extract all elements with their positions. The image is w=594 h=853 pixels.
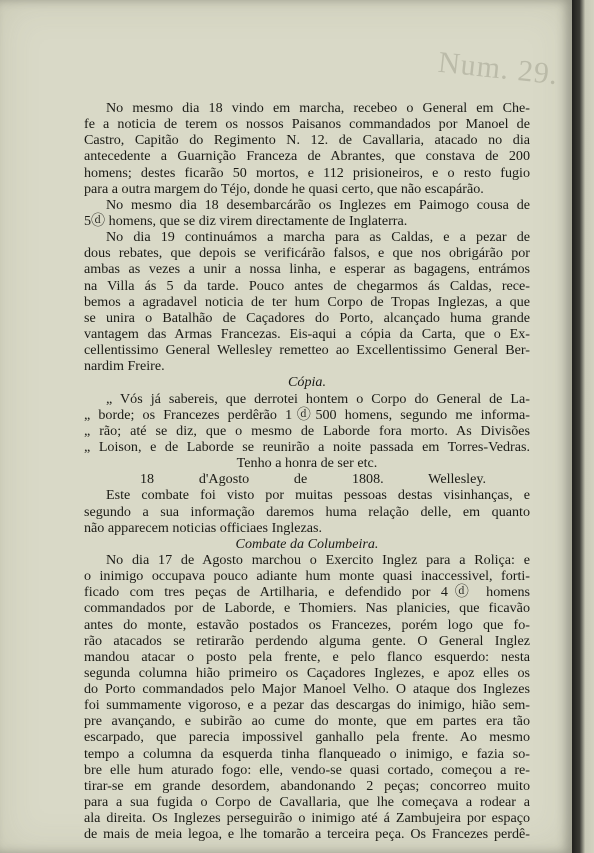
text-line: Tenho a honra de ser etc. xyxy=(236,455,378,472)
text-line: Cópia. xyxy=(288,374,326,391)
page-number-bleedthrough: Num. 29. xyxy=(436,45,560,92)
text-line: dous rebates, que depois se verificárão falsos, e que nos obrigárão por xyxy=(84,245,530,262)
text-line: No dia 19 continuámos a marcha para as Caldas, e a pezar de xyxy=(106,229,530,246)
text-line: tirar-se em grande desordem, abandonando 2 peças; concorreo muito xyxy=(84,777,530,794)
text-line: 18 d'Agosto de 1808. Wellesley. xyxy=(140,471,486,488)
text-line: antes do monte, estavão postados os Francezes, porém logo que fo- xyxy=(84,616,530,633)
adjacent-page-edge xyxy=(572,0,594,853)
text-line: o inimigo occupava pouco adiante hum monte quasi inaccessivel, forti- xyxy=(84,568,530,585)
text-line: Combate da Columbeira. xyxy=(235,535,379,552)
text-line: 5ⓓ homens, que se diz virem directamente de Inglaterra. xyxy=(84,212,408,229)
text-line: cellentissimo General Wellesley remetteo ao Excellentissimo General Ber- xyxy=(84,342,530,359)
text-line: „ rão; até se diz, que o mesmo de Laborde fora morto. As Divisões xyxy=(84,422,530,439)
text-line: vantagem das Armas Francezas. Eis-aqui a cópia da Carta, que o Ex- xyxy=(84,325,530,342)
text-line: ficado com tres peças de Artilharia, e defendido por 4ⓓ homens xyxy=(84,584,530,601)
text-line: bre elle hum aturado fogo: elle, vendo-se quasi cortado, começou a re- xyxy=(84,761,530,778)
text-line: Castro, Capitão do Regimento N. 12. de Cavallaria, atacado no dia xyxy=(84,132,530,149)
text-line: Este combate foi visto por muitas pessoas destas visinhanças, e xyxy=(106,487,530,504)
text-line: pre avançando, e subirão ao cume do monte, que em partes era tão xyxy=(84,713,530,730)
text-line: tempo a columna da esquerda tinha flanqueado o inimigo, e fazia so- xyxy=(84,745,530,762)
text-line: na Villa ás 5 da tarde. Pouco antes de chegarmos ás Caldas, rece- xyxy=(84,277,530,294)
text-line: não apparecem noticias officiaes Inglezas. xyxy=(84,519,323,536)
text-line: para a sua fugida o Corpo de Cavallaria, que lhe começava a rodear a xyxy=(84,794,530,811)
text-line: bemos a agradavel noticia de ter hum Corpo de Tropas Inglezas, a que xyxy=(84,293,530,310)
text-line: homens; destes ficarão 50 mortos, e 112 prisioneiros, e o resto fugio xyxy=(84,164,530,181)
text-line: fe a noticia de terem os nossos Paisanos commandados por Manoel de xyxy=(84,116,530,133)
text-line: commandados por de Laborde, e Thomiers. Nas planicies, que ficavão xyxy=(84,600,530,617)
text-line: antecedente a Guarnição Franceza de Abrantes, que constava de 200 xyxy=(84,148,530,165)
text-line: ambas as vezes a unir a nossa linha, e esperar as bagagens, entrámos xyxy=(84,261,530,278)
text-line: „ borde; os Francezes perdêrão 1ⓓ500 homens, segundo me informa- xyxy=(84,406,530,423)
text-line: segundo a sua informação daremos huma relação delle, em quanto xyxy=(84,503,530,520)
text-line: nardim Freire. xyxy=(84,358,165,375)
text-line: ala direita. Os Inglezes perseguirão o inimigo até á Zambujeira por espaço xyxy=(84,810,530,827)
text-line: do Porto commandados pelo Major Manoel Velho. O ataque dos Inglezes xyxy=(84,681,530,698)
text-line: mandou atacar o posto pela frente, e pelo flanco esquerdo: nesta xyxy=(84,648,530,665)
document-body xyxy=(84,100,530,842)
text-line: No mesmo dia 18 vindo em marcha, recebeo o General em Che- xyxy=(106,100,530,116)
text-line: No dia 17 de Agosto marchou o Exercito Inglez para a Roliça: e xyxy=(106,551,530,568)
text-line: rão atacados se retirarão perdendo alguma gente. O General Inglez xyxy=(84,632,530,649)
text-line: para a outra margem do Téjo, donde he quasi certo, que não escapárão. xyxy=(84,180,484,197)
text-line: de mais de meia legoa, e lhe tomarão a terceira peça. Os Francezes perdê- xyxy=(84,826,530,843)
text-line: escarpado, que parecia impossivel ganhallo pela frente. Ao mesmo xyxy=(84,729,530,746)
text-line: „ Vós já sabereis, que derrotei hontem o Corpo do General de La- xyxy=(106,390,530,407)
text-line: No mesmo dia 18 desembarcárão os Inglezes em Paimogo cousa de xyxy=(106,196,530,213)
text-line: se unira o Batalhão de Caçadores do Porto, alcançado huma grande xyxy=(84,309,530,326)
text-line: foi summamente vigoroso, e a pezar das descargas do inimigo, hião sem- xyxy=(84,697,530,714)
text-line: „ Loison, e de Laborde se reunirão a noite passada em Torres-Vedras. xyxy=(84,438,530,455)
text-line: segunda columna hião primeiro os Caçadores Inglezes, e apoz elles os xyxy=(84,664,530,681)
